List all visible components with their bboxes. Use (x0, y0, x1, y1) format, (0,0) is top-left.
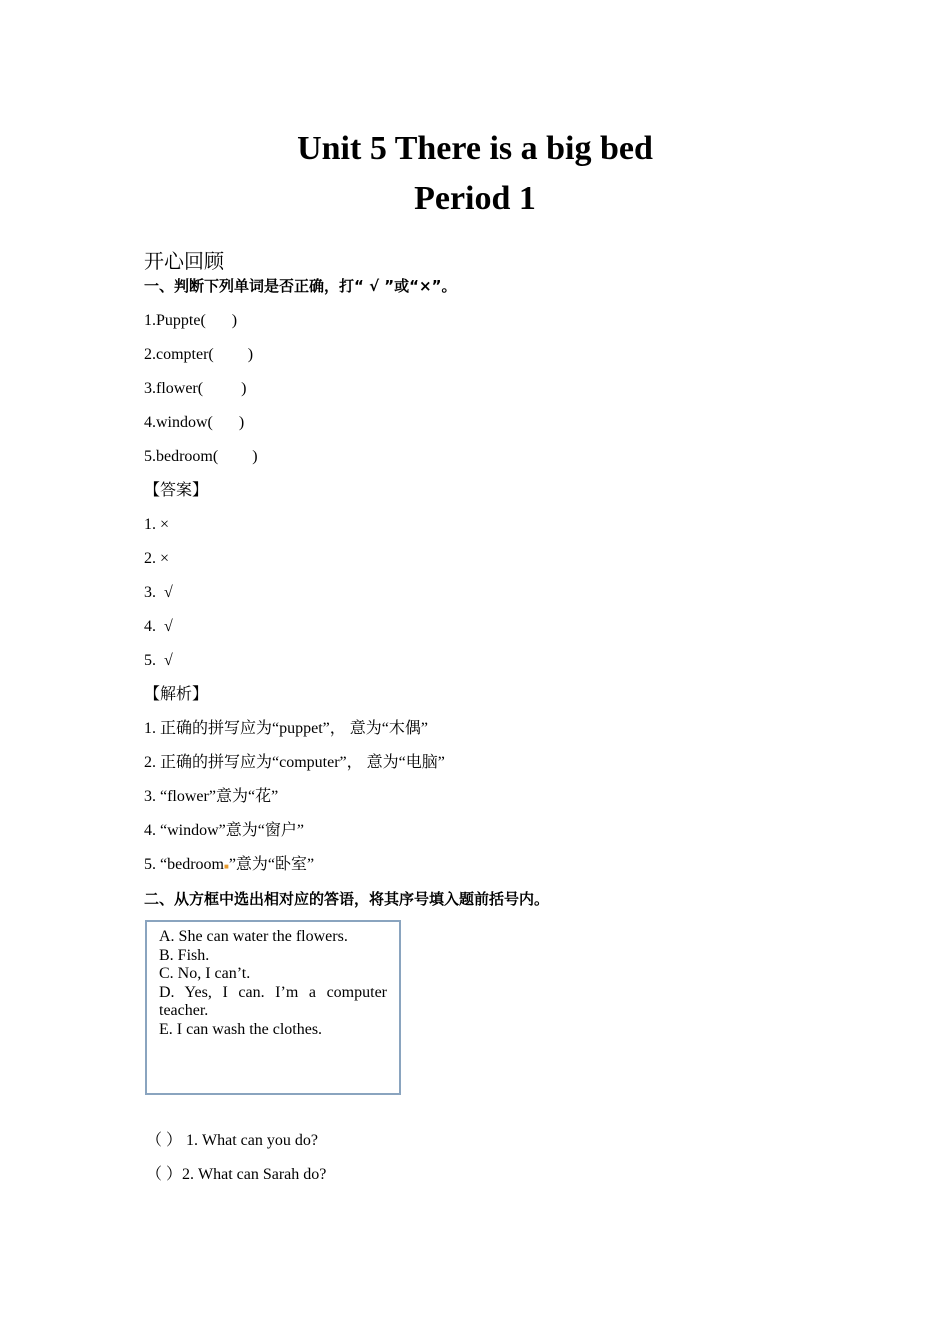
word-item-close: ) (238, 414, 245, 431)
edit-mark-icon: ■ (223, 862, 229, 871)
option-item: B. Fish. (159, 946, 210, 964)
analysis-item: 2. 正确的拼写应为“computer”， 意为“电脑” (144, 754, 445, 771)
word-item-close: ) (241, 380, 247, 397)
analysis-label: 【解析】 (144, 686, 209, 703)
section1-instruction: 一、判断下列单词是否正确，打“ √ ”或“×”。 (144, 277, 457, 295)
options-box (145, 920, 401, 1095)
option-item: E. I can wash the clothes. (159, 1020, 323, 1038)
word-item-close: ) (252, 448, 258, 465)
analysis-item-5 (144, 855, 314, 877)
analysis-item: 4. “window”意为“窗户” (144, 822, 304, 839)
word-item-2 (144, 345, 253, 365)
answer-item: 5. √ (144, 652, 173, 669)
word-item-1 (144, 311, 237, 331)
option-item: A. She can water the flowers. (159, 928, 348, 945)
section2-instruction: 二、从方框中选出相对应的答语，将其序号填入题前括号内。 (144, 890, 550, 908)
word-item-text: 5.bedroom( (144, 448, 219, 465)
word-item-text: 3.flower( (144, 380, 204, 397)
word-item-3 (144, 379, 246, 399)
word-item-text: 2.compter( (144, 346, 214, 363)
word-item-text: 4.window( (144, 414, 213, 431)
word-item-text: 1.Puppte( (144, 312, 206, 329)
answer-item: 3. √ (144, 584, 173, 601)
word-item-close: ) (231, 312, 238, 329)
answer-item: 2. × (144, 550, 170, 567)
answer-label: 【答案】 (144, 482, 209, 499)
analysis-text: ”意为“卧室” (228, 856, 315, 873)
title-line-1: Unit 5 There is a big bed (297, 130, 653, 167)
analysis-item: 3. “flower”意为“花” (144, 788, 279, 805)
analysis-text: 5. “bedroom (144, 856, 224, 873)
answer-item: 4. √ (144, 618, 173, 635)
option-item: teacher. (159, 1002, 209, 1019)
word-item-4 (144, 413, 244, 433)
word-item-5 (144, 447, 258, 467)
option-item: C. No, I can’t. (159, 965, 251, 982)
word-item-close: ) (247, 346, 254, 363)
section-heading: 开心回顾 (144, 249, 224, 273)
option-item: D. Yes, I can. I’m a computer (159, 983, 387, 1001)
answer-item: 1. × (144, 516, 170, 533)
title-line-2: Period 1 (414, 180, 536, 217)
analysis-item: 1. 正确的拼写应为“puppet”， 意为“木偶” (144, 720, 428, 737)
question-item: （ ）2. What can Sarah do? (146, 1166, 327, 1183)
question-item: （ ） 1. What can you do? (146, 1132, 318, 1149)
